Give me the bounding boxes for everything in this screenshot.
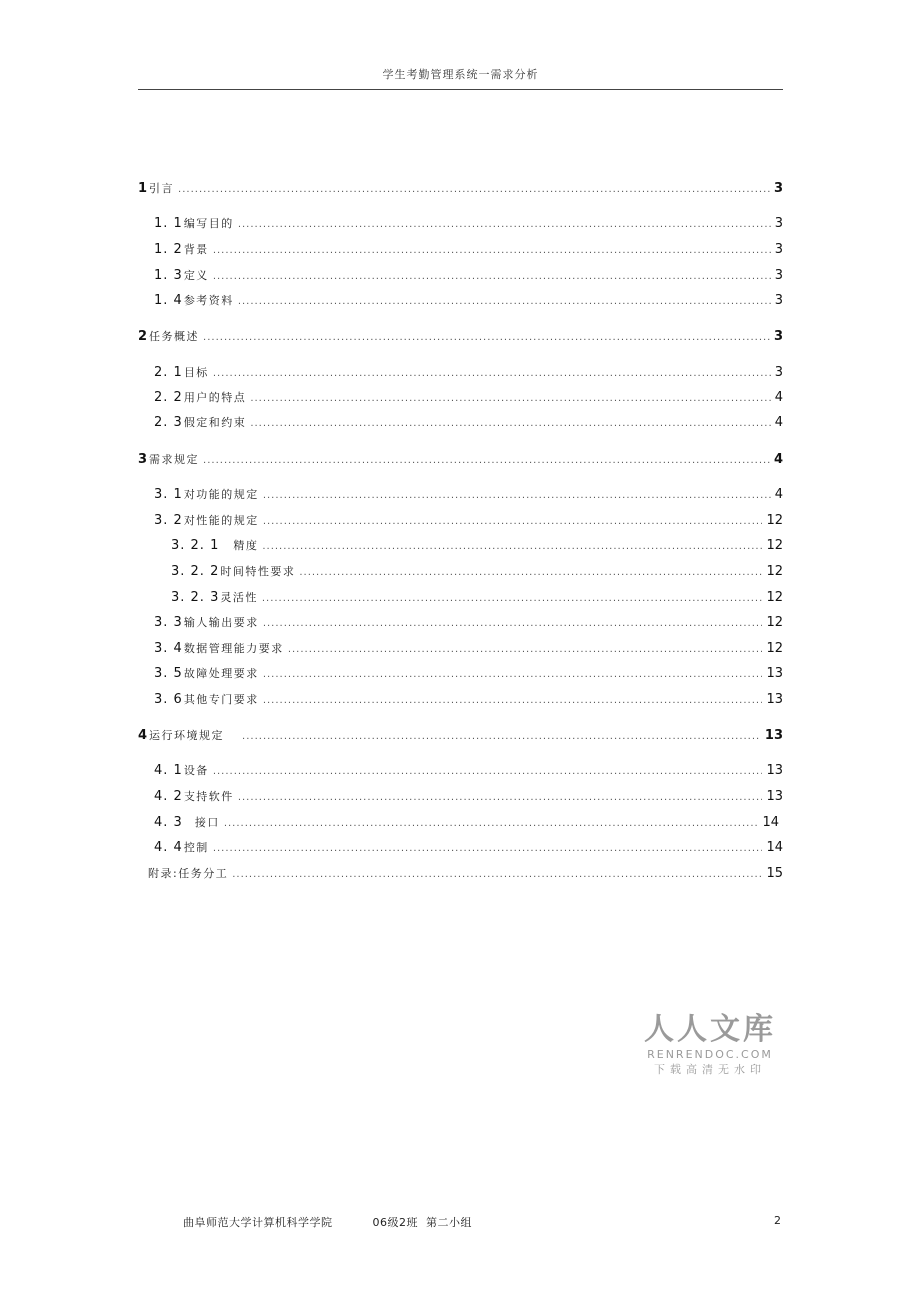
toc-entry[interactable]: [154, 788, 783, 804]
toc-entry-title: 任务概述: [149, 330, 200, 343]
toc-entry-title: 数据管理能力要求: [183, 642, 284, 655]
toc-leader-dots: [242, 731, 761, 742]
toc-entry[interactable]: [154, 292, 783, 308]
toc-entry-page: 4: [774, 487, 783, 502]
toc-entry-page: 14: [762, 815, 779, 830]
toc-entry-title: 其他专门要求: [183, 693, 259, 706]
footer-institution: 曲阜师范大学计算机科学学院 06级2班 第二小组: [183, 1216, 472, 1229]
toc-entry[interactable]: [154, 640, 783, 656]
toc-entry-number: 3. 3: [154, 615, 183, 630]
toc-entry-page: 13: [766, 763, 783, 778]
toc-leader-dots: [238, 219, 771, 230]
toc-leader-dots: [250, 393, 770, 404]
toc-entry[interactable]: [171, 589, 783, 605]
toc-leader-dots: [263, 516, 763, 527]
toc-entry-page: 12: [766, 615, 783, 630]
toc-entry[interactable]: [154, 389, 783, 405]
toc-entry-page: 3: [774, 216, 783, 231]
toc-entry-number: 4. 1: [154, 763, 183, 778]
toc-entry-number: 3. 2. 2: [171, 564, 220, 579]
toc-entry-number: 4: [138, 728, 149, 743]
toc-entry-number: 3. 2. 1: [171, 538, 220, 553]
toc-entry-title: 定义: [183, 269, 209, 282]
toc-entry-page: 4: [773, 452, 783, 467]
toc-entry-page: 14: [766, 840, 783, 855]
toc-entry-title: 对性能的规定: [183, 514, 259, 527]
toc-entry[interactable]: [154, 241, 783, 257]
toc-entry-title: 对功能的规定: [183, 488, 259, 501]
toc-entry-number: 3. 4: [154, 641, 183, 656]
toc-entry-page: 12: [766, 513, 783, 528]
toc-entry-page: 3: [774, 268, 783, 283]
toc-leader-dots: [299, 567, 762, 578]
toc-entry-page: 12: [766, 564, 783, 579]
toc-entry-appendix[interactable]: [147, 865, 783, 881]
toc-leader-dots: [213, 245, 771, 256]
toc-entry-title: 控制: [183, 841, 209, 854]
toc-entry[interactable]: [138, 451, 783, 467]
toc-entry-number: 2. 3: [154, 415, 183, 430]
toc-entry-page: 13: [766, 789, 783, 804]
toc-entry-number: 4. 4: [154, 840, 183, 855]
toc-entry[interactable]: [138, 328, 783, 344]
toc-entry-title: 目标: [183, 366, 209, 379]
watermark-site: RENRENDOC.COM: [647, 1048, 773, 1061]
toc-entry-title: 支持软件: [183, 790, 234, 803]
toc-leader-dots: [213, 843, 763, 854]
toc-entry[interactable]: [138, 727, 783, 743]
toc-entry-page: 4: [774, 390, 783, 405]
toc-entry-title: 附录:任务分工: [148, 867, 229, 880]
toc-leader-dots: [263, 618, 763, 629]
toc-entry-number: 4. 2: [154, 789, 183, 804]
watermark-tagline: 下载高清无水印: [654, 1063, 766, 1076]
toc-leader-dots: [250, 418, 770, 429]
toc-entry-page: 15: [766, 866, 783, 881]
toc-entry-page: 13: [766, 666, 783, 681]
page-header-title: 学生考勤管理系统一需求分析: [382, 68, 539, 81]
toc-entry-number: 3: [138, 452, 149, 467]
toc-leader-dots: [203, 455, 770, 466]
toc-entry[interactable]: [154, 512, 783, 528]
toc-entry[interactable]: [171, 563, 783, 579]
toc-leader-dots: [238, 792, 763, 803]
toc-entry-title: 背景: [183, 243, 209, 256]
toc-entry-number: 3. 2: [154, 513, 183, 528]
toc-leader-dots: [288, 644, 763, 655]
toc-leader-dots: [178, 184, 770, 195]
toc-entry-title: 设备: [183, 764, 209, 777]
toc-leader-dots: [213, 271, 771, 282]
toc-entry-title: 编写目的: [183, 217, 234, 230]
toc-entry-page: 3: [774, 293, 783, 308]
toc-leader-dots: [232, 869, 762, 880]
toc-entry-number: 3. 5: [154, 666, 183, 681]
toc-entry-number: 2. 2: [154, 390, 183, 405]
toc-entry[interactable]: [154, 665, 783, 681]
toc-leader-dots: [238, 296, 771, 307]
toc-entry-title: 故障处理要求: [183, 667, 259, 680]
toc-leader-dots: [263, 490, 771, 501]
toc-entry-page: 13: [764, 728, 783, 743]
toc-entry[interactable]: [138, 180, 783, 196]
toc-entry-title: 假定和约束: [183, 416, 247, 429]
toc-entry-title: 需求规定: [149, 453, 200, 466]
toc-leader-dots: [203, 332, 770, 343]
toc-entry-title: 灵活性: [220, 591, 258, 604]
toc-entry-title: 接口: [194, 816, 220, 829]
toc-entry-number: 1. 3: [154, 268, 183, 283]
toc-entry-title: 用户的特点: [183, 391, 247, 404]
toc-entry-title: 输人输出要求: [183, 616, 259, 629]
toc-leader-dots: [224, 818, 759, 829]
toc-entry-page: 4: [774, 415, 783, 430]
toc-entry-page: 3: [773, 329, 783, 344]
toc-leader-dots: [213, 368, 771, 379]
toc-entry-page: 12: [766, 590, 783, 605]
toc-entry[interactable]: [154, 762, 783, 778]
toc-leader-dots: [262, 593, 763, 604]
toc-entry-number: 3. 6: [154, 692, 183, 707]
toc-entry-title: 时间特性要求: [220, 565, 296, 578]
toc-entry-number: 2. 1: [154, 365, 183, 380]
toc-entry-page: 13: [766, 692, 783, 707]
toc-entry[interactable]: [154, 814, 783, 830]
toc-entry-page: 12: [766, 641, 783, 656]
toc-leader-dots: [263, 695, 763, 706]
toc-entry[interactable]: [154, 414, 783, 430]
toc-entry-title: 精度: [233, 539, 259, 552]
toc-entry-number: 4. 3: [154, 815, 183, 830]
toc-entry-title: 运行环境规定: [149, 729, 225, 742]
toc-entry-number: 3. 2. 3: [171, 590, 220, 605]
toc-entry-page: 12: [766, 538, 783, 553]
toc-entry[interactable]: [171, 537, 783, 553]
toc-leader-dots: [263, 669, 763, 680]
toc-leader-dots: [213, 766, 763, 777]
toc-entry[interactable]: [154, 614, 783, 630]
toc-entry[interactable]: [154, 267, 783, 283]
watermark: [630, 1012, 790, 1078]
footer-page-number: 2: [774, 1214, 781, 1227]
toc-entry-title: 参考资料: [183, 294, 234, 307]
toc-entry-number: 1: [138, 181, 149, 196]
watermark-logo: 人人文库: [644, 1012, 776, 1047]
toc-entry[interactable]: [154, 691, 783, 707]
toc-entry-title: 引言: [149, 182, 175, 195]
toc-entry-number: 1. 4: [154, 293, 183, 308]
toc-entry-number: 1. 1: [154, 216, 183, 231]
toc-entry[interactable]: [154, 839, 783, 855]
toc-entry-number: 2: [138, 329, 149, 344]
toc-entry-page: 3: [773, 181, 783, 196]
toc-entry[interactable]: [154, 215, 783, 231]
toc-entry[interactable]: [154, 364, 783, 380]
toc-entry-page: 3: [774, 365, 783, 380]
toc-entry[interactable]: [154, 486, 783, 502]
toc-entry-number: 1. 2: [154, 242, 183, 257]
toc-leader-dots: [262, 541, 762, 552]
toc-entry-page: 3: [774, 242, 783, 257]
toc-entry-number: 3. 1: [154, 487, 183, 502]
